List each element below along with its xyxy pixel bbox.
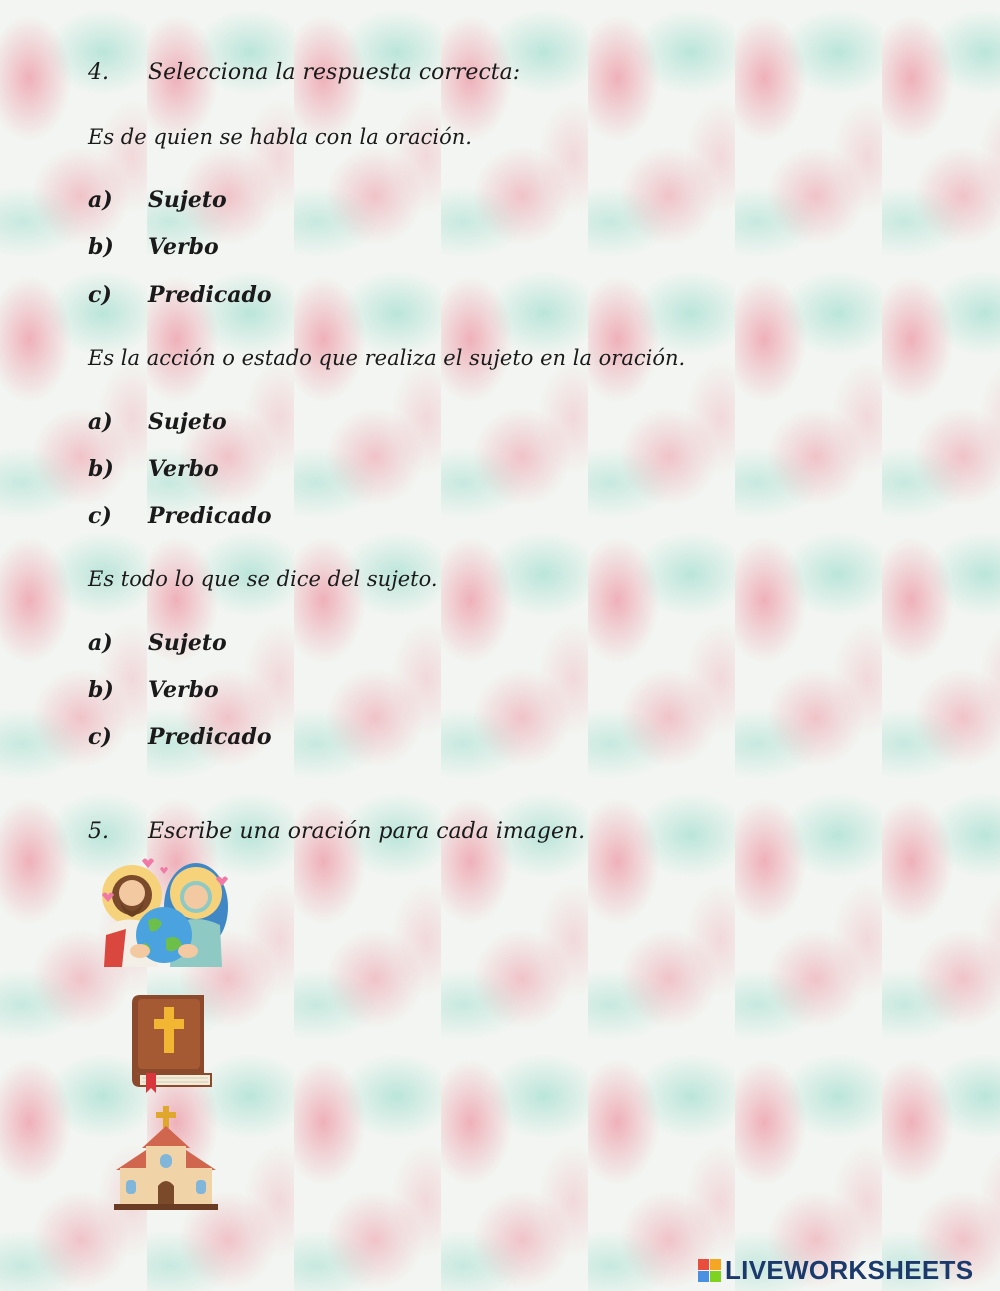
option-b[interactable]: b) Verbo bbox=[88, 234, 219, 260]
sub-question-1-prompt: Es de quien se habla con la oración. bbox=[88, 125, 472, 149]
option-a[interactable]: a) Sujeto bbox=[88, 187, 227, 213]
question-number: 4. bbox=[88, 60, 109, 85]
option-c[interactable]: c) Predicado bbox=[88, 503, 272, 529]
bible-icon bbox=[124, 993, 216, 1093]
option-c[interactable]: c) Predicado bbox=[88, 724, 272, 750]
sub-question-2-prompt: Es la acción o estado que realiza el sujeto en la oración. bbox=[88, 346, 686, 370]
liveworksheets-logo-icon bbox=[698, 1259, 721, 1282]
option-b[interactable]: b) Verbo bbox=[88, 456, 219, 482]
brand-text: LIVEWORKSHEETS bbox=[725, 1255, 974, 1285]
question-5-heading bbox=[88, 819, 585, 844]
sub-question-3-prompt: Es todo lo que se dice del sujeto. bbox=[88, 567, 438, 591]
option-c[interactable]: c) Predicado bbox=[88, 282, 272, 308]
option-b[interactable]: b) Verbo bbox=[88, 677, 219, 703]
jesus-mary-globe-icon bbox=[96, 855, 232, 973]
church-icon bbox=[112, 1104, 220, 1214]
option-a[interactable]: a) Sujeto bbox=[88, 630, 227, 656]
question-number: 5. bbox=[88, 819, 109, 844]
question-title: Escribe una oración para cada imagen. bbox=[148, 819, 586, 844]
question-4-heading bbox=[88, 60, 520, 85]
question-title: Selecciona la respuesta correcta: bbox=[148, 60, 521, 85]
option-a[interactable]: a) Sujeto bbox=[88, 409, 227, 435]
liveworksheets-logo bbox=[698, 1255, 973, 1286]
